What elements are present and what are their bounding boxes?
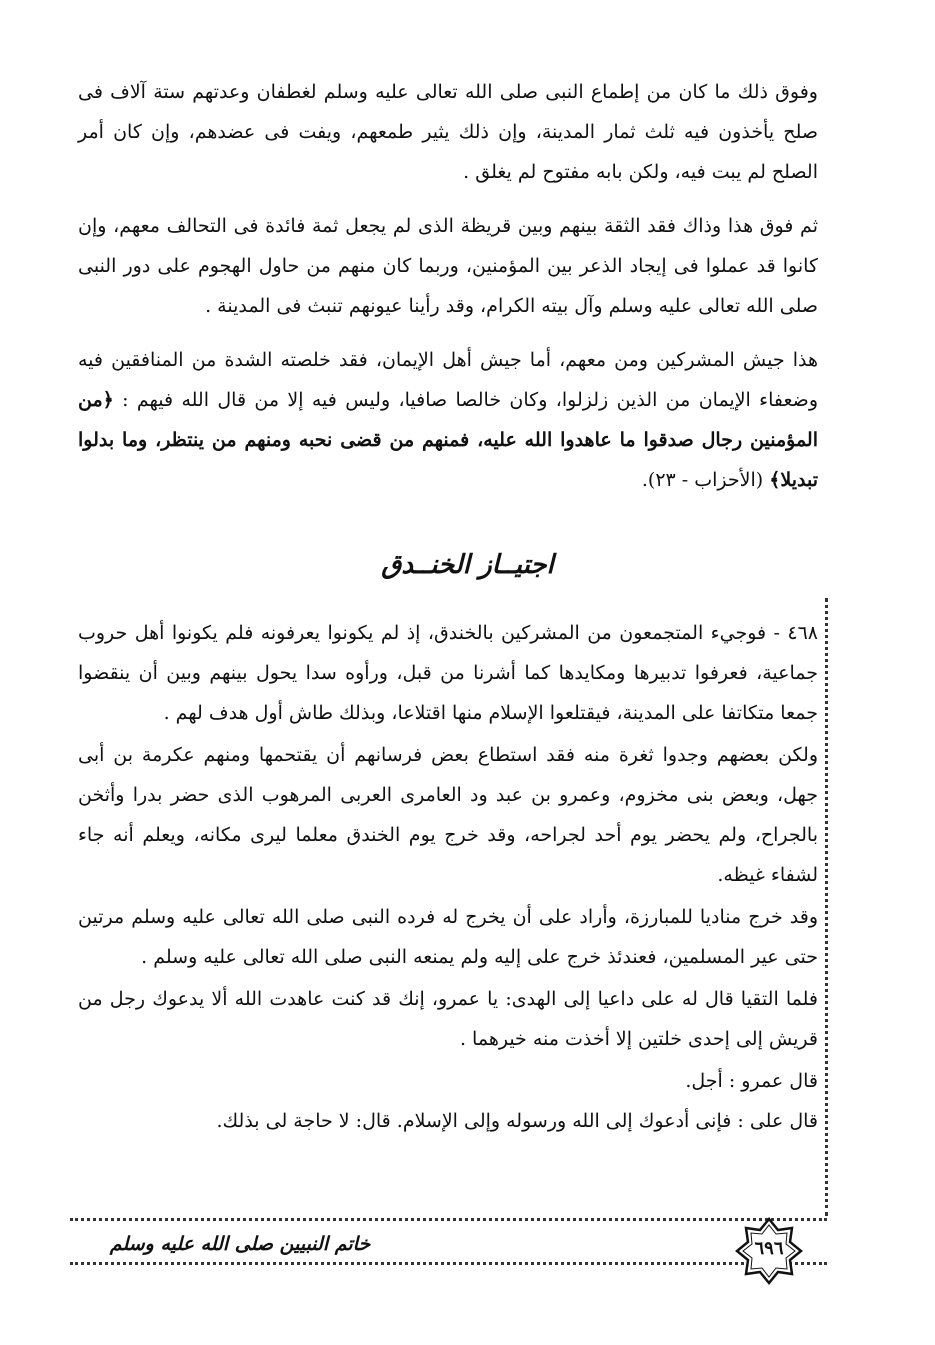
section-heading: اجتيــاز الخنــدق [381,550,554,580]
paragraph-number: ٤٦٨ [787,622,818,644]
quran-verse: ﴿من المؤمنين رجال صدقوا ما عاهدوا الله عليه، فمنهم من قضى نحبه ومنهم من ينتظر، وما بدلوا تبديلا﴾ [78,389,818,491]
footer-rule-bottom [70,1262,827,1265]
section-paragraph-5: قال عمرو : أجل. [685,1070,818,1092]
section-paragraph-2: ولكن بعضهم وجدوا ثغرة منه فقد استطاع بعض فرسانهم أن يقتحمها ومنهم عكرمة بن أبى جهل، وبعض بنى مخزوم، وعمرو بن عبد ود العامرى العربى المرهوب الذى حضر بدرا وأثخن بالجراح، ولم يحضر يوم أحد لجراحه، وقد خرج يوم الخندق معلما ليرى مكانه، ويعلم أنه جاء لشفاء غيظه. [78,744,818,886]
paragraph-3-text: هذا جيش المشركين ومن معهم، أما جيش أهل الإيمان، فقد خلصته الشدة من المنافقين فيه وضعفاء الإيمان من الذين زلزلوا، وكان خالصا صافيا، وليس فيه إلا من قال الله فيهم : [78,349,818,411]
section-paragraph-6: قال على : فإنى أدعوك إلى الله ورسوله وإلى الإسلام. قال: لا حاجة لى بذلك. [216,1110,818,1132]
section-paragraph-1 [78,613,818,733]
page-number: ٦٩٦ [754,1238,784,1259]
intro-text [78,72,818,500]
section-paragraph-1-text: - فوجيء المتجمعون من المشركين بالخندق، إذ لم يكونوا يعرفونه فلم يكونوا أهل حروب جماعية، فعرفوا تدبيرها ومكايدها كما أشرنا من قبل، ورأوه سدا يحول بينهم وبين أن ينقضوا جمعا متكاتفا على المدينة، فيقتلعوا الإسلام منها اقتلاعا، وبذلك طاش أول هدف لهم . [78,622,818,724]
paragraph-1: وفوق ذلك ما كان من إطماع النبى صلى الله تعالى عليه وسلم لغطفان وعدتهم ستة آلاف فى صلح يأخذون فيه ثلث ثمار المدينة، وإن ذلك يثير طمعهم، ويفت فى عضدهم، وإن كان أمر الصلح لم يبت فيه، ولكن بابه مفتوح لم يغلق . [78,81,818,183]
footer-rule-top [70,1218,827,1221]
section-paragraph-3: وقد خرج مناديا للمبارزة، وأراد على أن يخرج له فرده النبى صلى الله تعالى عليه وسلم مرتين حتى عير المسلمين، فعندئذ خرج على إليه ولم يمنعه النبى صلى الله تعالى عليه وسلم . [78,906,818,968]
paragraph-2: ثم فوق هذا وذاك فقد الثقة بينهم وبين قريظة الذى لم يجعل ثمة فائدة فى التحالف معهم، وإن كانوا قد عملوا فى إيجاد الذعر بين المؤمنين، وربما كان منهم من حاول الهجوم على دور النبى صلى الله تعالى عليه وسلم وآل بيته الكرام، وقد رأينا عيونهم تنبث فى المدينة . [78,215,818,317]
section-text [78,613,818,1141]
paragraph-3 [78,340,818,500]
page-number-badge [734,1216,804,1286]
footer-book-title: خاتم النبيين صلى الله عليه وسلم [109,1233,371,1255]
verse-reference: (الأحزاب - ٢٣). [641,469,770,491]
section-paragraph-4: فلما التقيا قال له على داعيا إلى الهدى: يا عمرو، إنك قد كنت عاهدت الله ألا يدعوك رجل من قريش إلى إحدى خلتين إلا أخذت منه خيرهما . [78,988,818,1050]
